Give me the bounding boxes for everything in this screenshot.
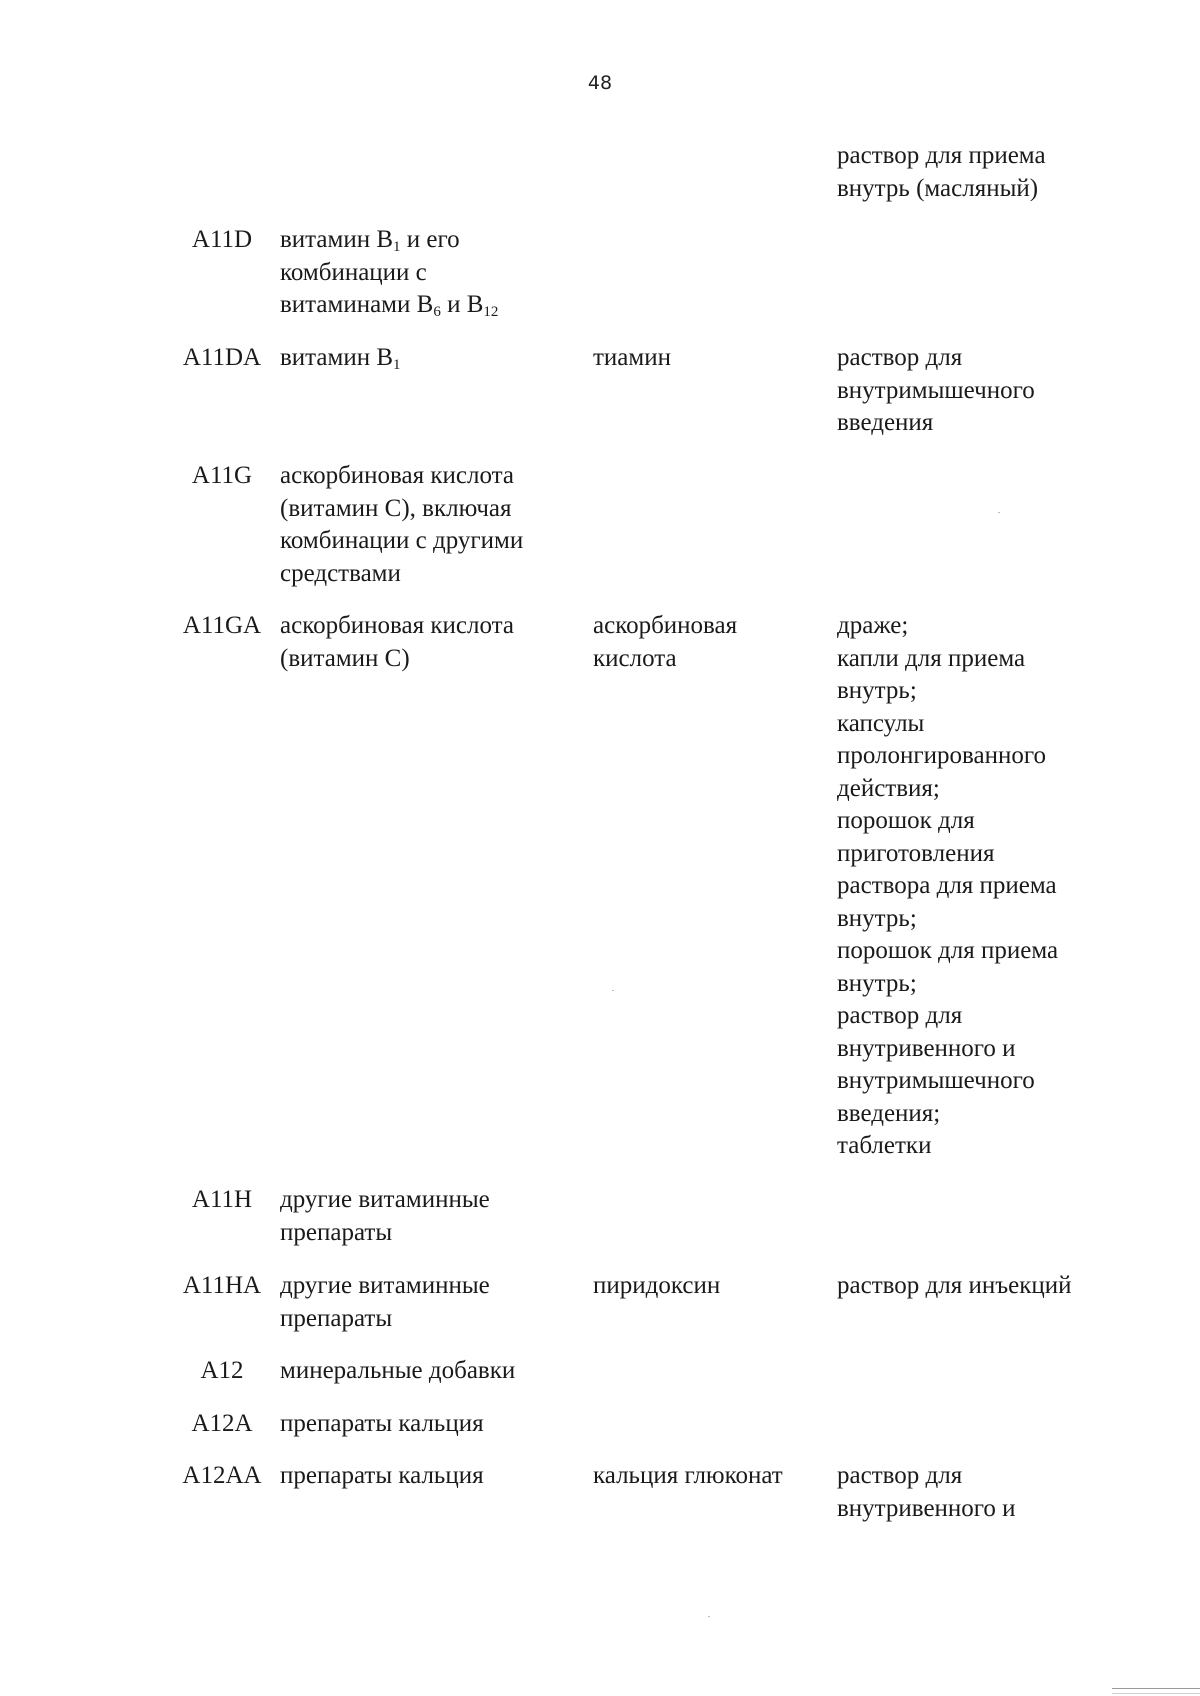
atc-code: A11H [191,1186,253,1213]
atc-group-name [280,610,570,675]
dosage-form [837,140,1137,205]
atc-group-name [280,1270,570,1335]
atc-group-name [280,342,570,375]
atc-code: A11D [191,226,253,253]
atc-group-name-line: другие витаминные [280,1272,490,1299]
dosage-form-line: капсулы [837,709,925,737]
atc-code: A12A [191,1410,253,1437]
drug-name-line: кальция глюконат [593,1462,783,1489]
scan-edge-mark [1112,1688,1200,1694]
dosage-form-line: внутримышечного [837,376,1035,404]
atc-code: A12 [200,1357,244,1384]
drug-name-line: кислота [593,644,677,672]
atc-group-name-line: аскорбиновая кислота [280,462,514,489]
atc-group-name-line: минеральные добавки [280,1357,516,1384]
dosage-form-line: введения [837,409,934,436]
dosage-form-line: раствор для [837,1002,963,1029]
drug-name [593,342,833,375]
dosage-form-line: порошок для [837,807,975,834]
dosage-form-line: раствора для приема [837,872,1057,899]
atc-group-name-line: препараты кальция [280,1410,484,1437]
drug-name-line: тиамин [593,344,671,371]
dosage-form-line: введения; [837,1099,941,1127]
dosage-form-line: порошок для приема [837,937,1059,964]
dosage-form-line: таблетки [837,1132,932,1159]
page-number: 48 [587,72,613,94]
dosage-form-line: внутривенного и [837,1494,1016,1522]
dosage-form [837,342,1137,440]
drug-name [593,1270,833,1303]
dosage-form-line: внутрь; [837,969,917,997]
dosage-form-line: внутримышечного [837,1067,1035,1094]
atc-group-name-line: комбинации с другими [280,527,524,554]
atc-group-name-line: другие витаминные [280,1186,490,1213]
atc-group-name-line: аскорбиновая кислота [280,612,514,639]
atc-code: A11G [191,462,253,489]
drug-name-line: аскорбиновая [593,612,738,639]
atc-group-name-line: средствами [280,559,401,587]
dosage-form [837,610,1137,1163]
atc-group-name-line: (витамин C), включая [280,494,512,522]
dosage-form-line: внутрь; [837,677,917,704]
atc-code: A11HA [182,1272,262,1299]
drug-name [593,1460,833,1493]
atc-group-name-line: препараты [280,1304,393,1332]
atc-group-name [280,1460,570,1493]
dosage-form [837,1270,1137,1303]
atc-group-name-line: витамин $B_1$ [280,344,401,373]
dosage-form-line: приготовления [837,839,995,867]
atc-group-name-line: препараты кальция [280,1462,484,1489]
dosage-form [837,1460,1137,1525]
atc-group-name [280,1355,570,1388]
dosage-form-line: пролонгированного [837,742,1046,769]
atc-group-name [280,460,570,590]
atc-code: A12AA [182,1462,262,1489]
dosage-form-line: раствор для инъекций [837,1272,1072,1299]
atc-group-name-line: комбинации с [280,258,427,286]
dosage-form-line: раствор для приема [837,142,1046,169]
atc-group-name-line: (витамин C) [280,644,410,672]
scan-speck [998,512,1000,513]
dosage-form-line: внутрь; [837,904,917,932]
dosage-form-line: капли для приема [837,644,1026,672]
dosage-form-line: раствор для [837,1462,963,1489]
atc-group-name [280,224,570,322]
atc-group-name-line: препараты [280,1218,393,1246]
dosage-form-line: внутрь (масляный) [837,174,1039,202]
drug-name-line: пиридоксин [593,1272,721,1299]
scan-speck [708,1616,710,1617]
atc-group-name-line: витаминами $B_6$ и $B_{12}$ [280,291,499,320]
dosage-form-line: действия; [837,774,940,802]
atc-group-name [280,1408,570,1441]
drug-name [593,610,833,675]
atc-group-name [280,1184,570,1249]
dosage-form-line: раствор для [837,344,963,371]
atc-code: A11DA [182,344,262,371]
atc-code: A11GA [182,612,262,639]
dosage-form-line: драже; [837,612,909,639]
scan-speck [612,990,614,991]
atc-group-name-line: витамин $B_1$ и его [280,226,460,255]
dosage-form-line: внутривенного и [837,1034,1016,1062]
